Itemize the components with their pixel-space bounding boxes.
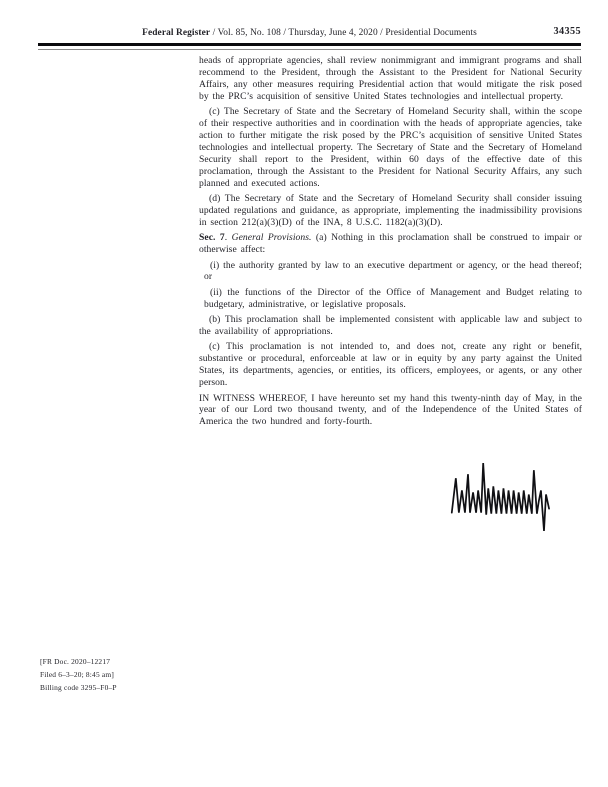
paragraph-c-secretaries-action: (c) The Secretary of State and the Secretary of Homeland Security shall, within the scope of their respective authorities and in coordination with the heads of appropriate agencies, take action to further mitigate the risk posed by the PRC’s acquisition of sensitive United States technologies and intellectual property. The Secretary of State and the Secretary of Homeland Security shall report to the President, within 60 days of the effective date of this proclamation, through the Assistant to the President for National Security Affairs, any such planned and executed actions. [199, 106, 582, 189]
paragraph-sec7-general-provisions [199, 232, 582, 256]
signature-graphic [448, 460, 566, 536]
presidential-signature [448, 460, 566, 536]
page-header [38, 27, 581, 41]
paragraph-in-witness-whereof: IN WITNESS WHEREOF, I have hereunto set my hand this twenty-ninth day of May, in the year of our Lord two thousand twenty, and of the Independence of the United States of America the two hundred and forty-fourth. [199, 392, 582, 428]
header-rule-thick [38, 43, 581, 46]
filed-date: Filed 6–3–20; 8:45 am] [40, 670, 114, 679]
journal-name: Federal Register [142, 28, 211, 38]
paragraph-c-no-rights-created: (c) This proclamation is not intended to, and does not, create any right or benefit, substantive or procedural, enforceable at law or in equity by any party against the United States, its departments, agencies, or entities, its officers, employees, or agents, or any other person. [199, 341, 582, 389]
paragraph-continuation: heads of appropriate agencies, shall review nonimmigrant and immigrant programs and shall recommend to the President, through the Assistant to the President for National Security Affairs, any other measures requiring Presidential action that would mitigate the risk posed by the PRC’s acquisition of sensitive United States technologies and intellectual property. [199, 55, 582, 102]
sec7-dot: . [224, 232, 232, 244]
document-footer [40, 655, 117, 694]
paragraph-i-authority: (i) the authority granted by law to an executive department or agency, or the head thereof; or [204, 259, 582, 283]
billing-code: Billing code 3295–F0–P [40, 683, 117, 692]
sec7-label: Sec. 7 [199, 232, 225, 244]
running-head [38, 27, 581, 39]
sec7-title: General Provisions. [231, 232, 312, 244]
sec7-text: (a) Nothing in this proclamation shall be construed to impair or otherwise affect: [199, 232, 582, 256]
paragraph-d-regulations: (d) The Secretary of State and the Secretary of Homeland Security shall consider issuing updated regulations and guidance, as appropriate, implementing the inadmissibility provisions in section 212(a)(3)(D) of the INA, 8 U.S.C. 1182(a)(3)(D). [199, 192, 582, 228]
paragraph-b-implementation: (b) This proclamation shall be implemented consistent with applicable law and subject to the availability of appropriations. [199, 314, 582, 338]
header-rule-thin [38, 49, 581, 51]
page-number: 34355 [553, 26, 581, 37]
paragraph-ii-omb-functions: (ii) the functions of the Director of the Office of Management and Budget relating to budgetary, administrative, or legislative proposals. [204, 286, 582, 310]
fr-doc-number: [FR Doc. 2020–12217 [40, 657, 111, 666]
document-body [199, 55, 582, 432]
issue-info: / Vol. 85, No. 108 / Thursday, June 4, 2020 / Presidential Documents [210, 28, 477, 38]
